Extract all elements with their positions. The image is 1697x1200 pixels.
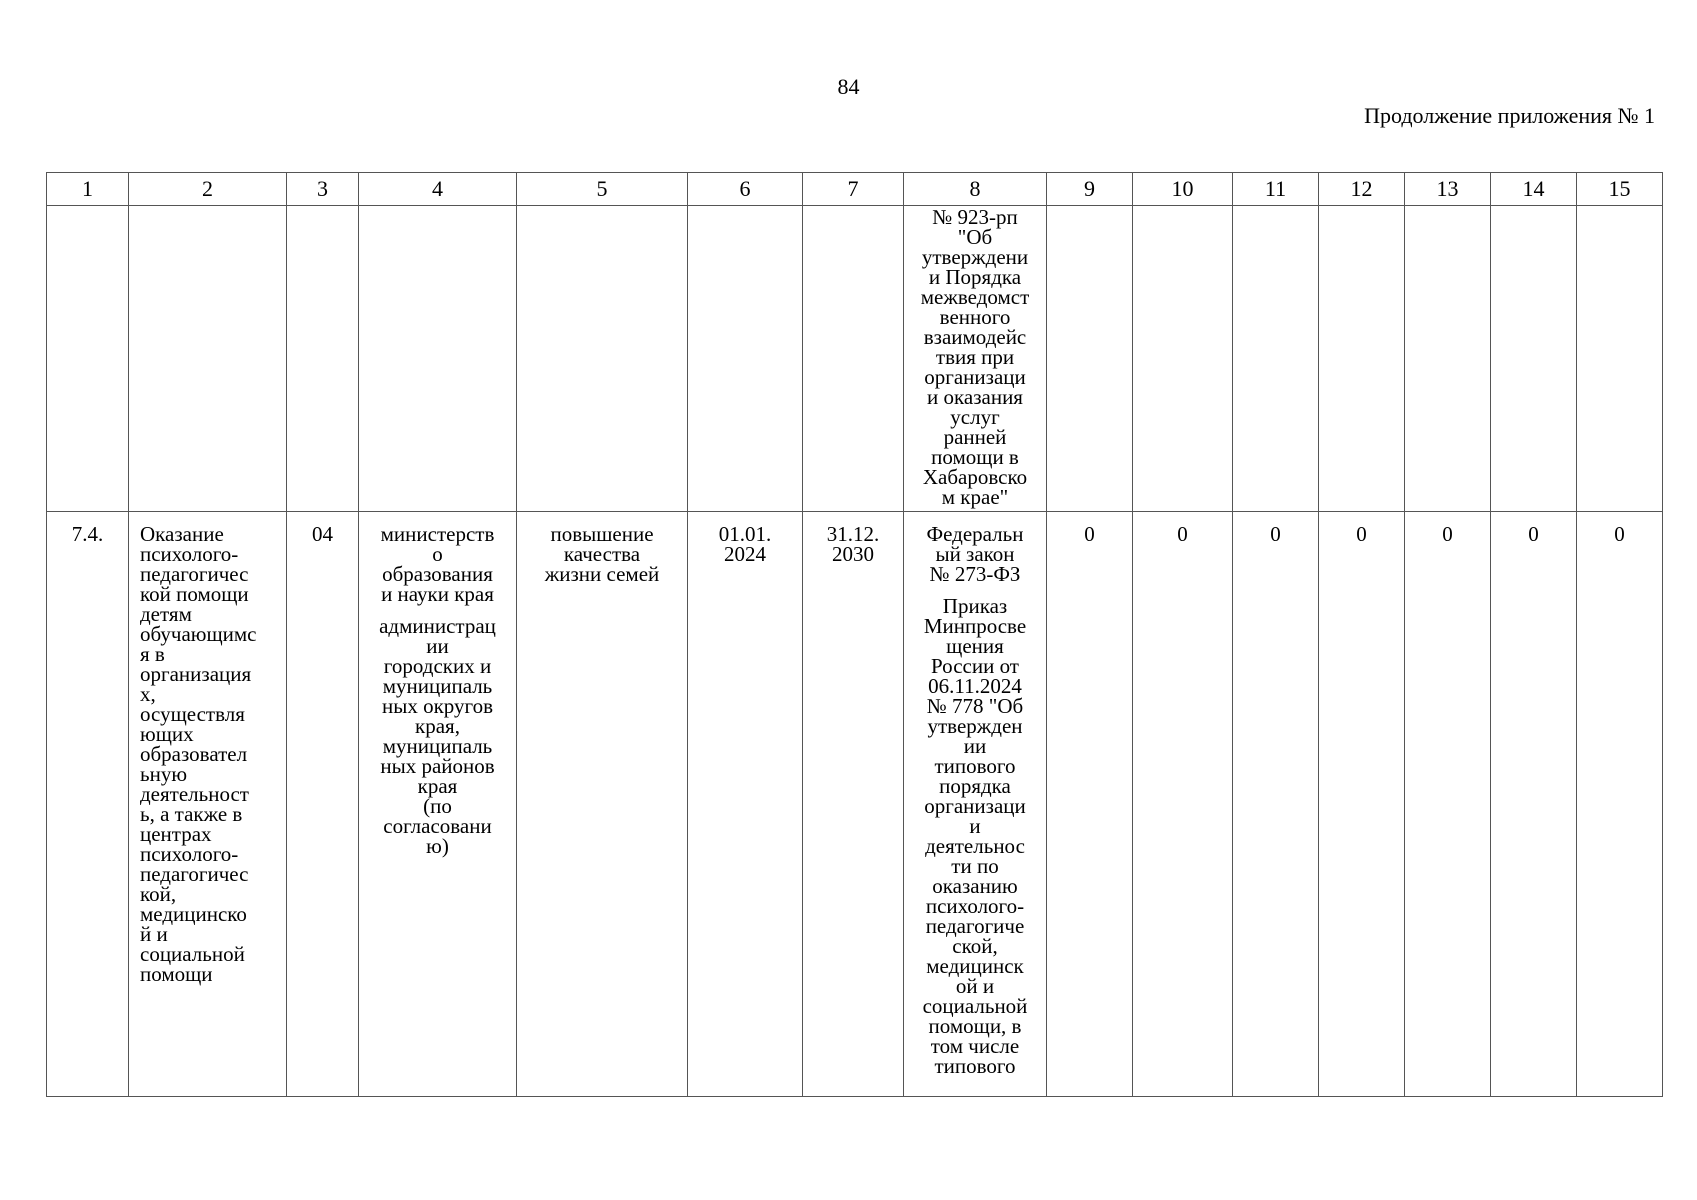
table-cell bbox=[688, 206, 803, 512]
table-cell bbox=[1133, 206, 1233, 512]
table-cell-value bbox=[1319, 512, 1405, 1097]
table-cell-value bbox=[1047, 512, 1133, 1097]
table-cell bbox=[287, 206, 359, 512]
table-cell-value bbox=[1577, 512, 1663, 1097]
column-header: 2 bbox=[129, 173, 287, 206]
table-cell-responsible bbox=[359, 512, 517, 1097]
value-col-13: 0 bbox=[1442, 522, 1453, 546]
column-header: 6 bbox=[688, 173, 803, 206]
table-cell-goal bbox=[517, 512, 688, 1097]
start-date: 01.01. 2024 bbox=[718, 522, 772, 566]
responsible-administrations: администрац ии городских и муниципаль ных округов края, муниципаль ных районов края (по согласовани ю) bbox=[379, 614, 496, 858]
column-header: 15 bbox=[1577, 173, 1663, 206]
table-cell-legal-basis bbox=[904, 512, 1047, 1097]
legal-basis-continued-text: № 923-рп "Об утверждени и Порядка межведомст венного взаимодейс твия при организаци и оказания услуг ранней помощи в Хабаровско м крае" bbox=[920, 205, 1030, 509]
value-col-10: 0 bbox=[1177, 522, 1188, 546]
table-cell-value bbox=[1491, 512, 1577, 1097]
table-cell-measure-name bbox=[129, 512, 287, 1097]
measure-code: 04 bbox=[312, 522, 333, 546]
legal-basis-federal-law: Федеральн ый закон № 273-ФЗ bbox=[926, 522, 1024, 586]
value-col-12: 0 bbox=[1356, 522, 1367, 546]
table-cell bbox=[359, 206, 517, 512]
table-cell bbox=[1233, 206, 1319, 512]
appendix-continuation-note: Продолжение приложения № 1 bbox=[1364, 103, 1655, 128]
column-number-header-row bbox=[47, 173, 1663, 206]
column-header: 11 bbox=[1233, 173, 1319, 206]
legal-basis-order: Приказ Минпросве щения России от 06.11.2024 № 778 "Об утвержден ии типового порядка организаци и деятельнос ти по оказанию психолого- педагогиче ской, медицинск ой и социальной помощи, в том числе типового bbox=[922, 594, 1028, 1078]
column-header: 3 bbox=[287, 173, 359, 206]
column-header: 9 bbox=[1047, 173, 1133, 206]
column-header: 12 bbox=[1319, 173, 1405, 206]
table-row-7-4 bbox=[47, 512, 1663, 1097]
column-header: 10 bbox=[1133, 173, 1233, 206]
column-header: 7 bbox=[803, 173, 904, 206]
responsible-ministry: министерств о образования и науки края bbox=[380, 522, 495, 606]
column-header: 13 bbox=[1405, 173, 1491, 206]
table-cell-code bbox=[287, 512, 359, 1097]
expected-result: повышение качества жизни семей bbox=[544, 522, 660, 586]
table-cell bbox=[129, 206, 287, 512]
end-date: 31.12. 2030 bbox=[826, 522, 880, 566]
item-number: 7.4. bbox=[71, 522, 104, 546]
table-cell bbox=[517, 206, 688, 512]
value-col-14: 0 bbox=[1528, 522, 1539, 546]
table-cell-value bbox=[1233, 512, 1319, 1097]
table-row-continuation bbox=[47, 206, 1663, 512]
column-header: 14 bbox=[1491, 173, 1577, 206]
column-header: 8 bbox=[904, 173, 1047, 206]
column-header: 5 bbox=[517, 173, 688, 206]
table-cell-end-date bbox=[803, 512, 904, 1097]
table-cell bbox=[1577, 206, 1663, 512]
table-cell bbox=[1319, 206, 1405, 512]
measure-name: Оказание психолого- педагогичес кой помощи детям обучающимс я в организация х, осуществля ющих образовател ьную деятельност ь, а также в центрах психолого- педагогичес кой, медицинско й и социальной помощи bbox=[140, 522, 257, 986]
column-header: 4 bbox=[359, 173, 517, 206]
value-col-15: 0 bbox=[1614, 522, 1625, 546]
table-cell-value bbox=[1405, 512, 1491, 1097]
value-col-9: 0 bbox=[1084, 522, 1095, 546]
table-cell-start-date bbox=[688, 512, 803, 1097]
value-col-11: 0 bbox=[1270, 522, 1281, 546]
table-cell bbox=[1405, 206, 1491, 512]
appendix-table bbox=[46, 172, 1663, 1097]
table-cell-legal-basis bbox=[904, 206, 1047, 512]
table-cell bbox=[803, 206, 904, 512]
column-header: 1 bbox=[47, 173, 129, 206]
page-number: 84 bbox=[837, 74, 860, 99]
table-cell bbox=[1491, 206, 1577, 512]
table-cell-value bbox=[1133, 512, 1233, 1097]
table-cell-item-number bbox=[47, 512, 129, 1097]
table-cell bbox=[1047, 206, 1133, 512]
table-cell bbox=[47, 206, 129, 512]
